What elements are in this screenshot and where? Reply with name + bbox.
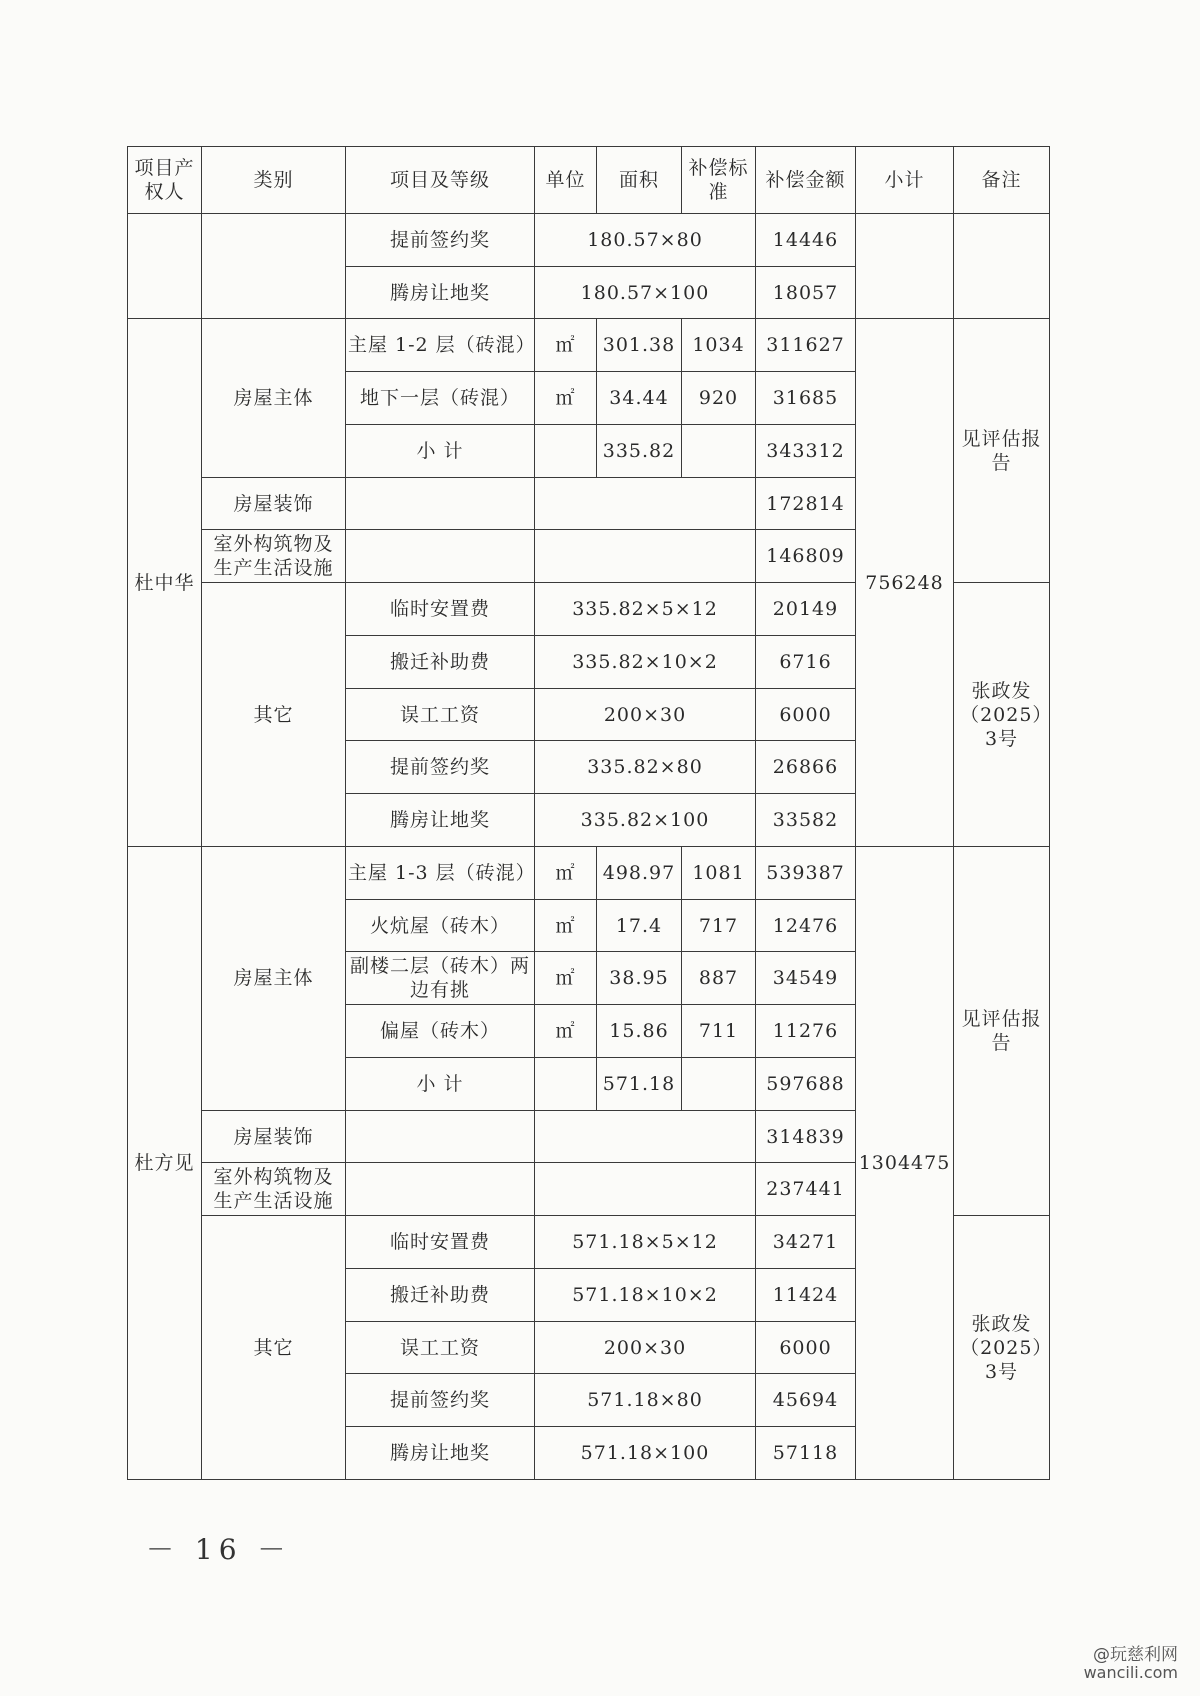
amount-cell: 6716 [756,635,856,688]
amount-cell: 146809 [756,530,856,583]
item-cell: 偏屋（砖木） [346,1005,535,1058]
area-cell: 335.82 [597,424,682,477]
amount-cell: 26866 [756,741,856,794]
header-cell: 面积 [597,147,682,214]
unit-cell: ㎡ [535,952,597,1005]
category-cell: 室外构筑物及生产生活设施 [202,1163,346,1216]
header-cell: 备注 [954,147,1050,214]
formula-cell: 571.18×80 [535,1374,756,1427]
rate-cell: 1081 [682,846,756,899]
rate-cell-empty [682,1057,756,1110]
item-cell: 搬迁补助费 [346,635,535,688]
unit-cell: ㎡ [535,899,597,952]
item-cell: 主屋 1-2 层（砖混） [346,319,535,372]
amount-cell: 34271 [756,1216,856,1269]
amount-cell: 11424 [756,1268,856,1321]
rate-cell: 711 [682,1005,756,1058]
unit-cell: ㎡ [535,1005,597,1058]
amount-cell: 34549 [756,952,856,1005]
formula-cell: 335.82×100 [535,794,756,847]
formula-cell: 335.82×80 [535,741,756,794]
amount-cell: 237441 [756,1163,856,1216]
area-cell: 571.18 [597,1057,682,1110]
area-cell: 38.95 [597,952,682,1005]
formula-cell: 200×30 [535,688,756,741]
category-cell: 房屋主体 [202,319,346,477]
item-cell: 火炕屋（砖木） [346,899,535,952]
amount-cell: 6000 [756,1321,856,1374]
item-cell: 误工工资 [346,1321,535,1374]
amount-cell: 172814 [756,477,856,530]
item-cell: 提前签约奖 [346,741,535,794]
amount-cell: 314839 [756,1110,856,1163]
table-row [128,213,1050,266]
item-cell: 搬迁补助费 [346,1268,535,1321]
amount-cell: 45694 [756,1374,856,1427]
rate-cell: 717 [682,899,756,952]
subtotal-cell-empty [856,213,954,319]
item-cell: 误工工资 [346,688,535,741]
subtotal-cell: 1304475 [856,846,954,1479]
amount-cell: 57118 [756,1427,856,1480]
amount-cell: 597688 [756,1057,856,1110]
unit-cell-empty [535,1057,597,1110]
page-number: － 16 － [146,1533,292,1566]
rate-cell-empty [682,424,756,477]
subtotal-cell: 756248 [856,319,954,847]
note-doc-cell: 张政发（2025）3号 [954,1216,1050,1480]
amount-cell: 539387 [756,846,856,899]
sub-label-cell: 小 计 [346,1057,535,1110]
header-cell: 类别 [202,147,346,214]
item-cell: 地下一层（砖混） [346,372,535,425]
category-cell: 房屋装饰 [202,477,346,530]
area-cell: 15.86 [597,1005,682,1058]
formula-cell-empty [535,1163,756,1216]
formula-cell-empty [535,530,756,583]
watermark-domain: wancili.com [1083,1663,1178,1682]
item-cell: 副楼二层（砖木）两边有挑 [346,952,535,1005]
note-eval-cell: 见评估报告 [954,319,1050,583]
area-cell: 498.97 [597,846,682,899]
item-cell-empty [346,1110,535,1163]
item-cell: 临时安置费 [346,1216,535,1269]
header-cell: 单位 [535,147,597,214]
note-eval-cell: 见评估报告 [954,846,1050,1215]
table-row [128,846,1050,899]
formula-cell-empty [535,1110,756,1163]
amount-cell: 20149 [756,583,856,636]
formula-cell: 571.18×10×2 [535,1268,756,1321]
amount-cell: 14446 [756,213,856,266]
amount-cell: 18057 [756,266,856,319]
compensation-table [127,146,1050,1480]
note-cell-empty [954,213,1050,319]
owner-name-cell: 杜中华 [128,319,202,847]
formula-cell: 335.82×10×2 [535,635,756,688]
note-doc-cell: 张政发（2025）3号 [954,583,1050,847]
item-cell: 腾房让地奖 [346,794,535,847]
item-cell: 提前签约奖 [346,1374,535,1427]
amount-cell: 31685 [756,372,856,425]
item-cell: 主屋 1-3 层（砖混） [346,846,535,899]
formula-cell: 335.82×5×12 [535,583,756,636]
rate-cell: 1034 [682,319,756,372]
category-cell: 室外构筑物及生产生活设施 [202,530,346,583]
category-cell-empty [202,213,346,319]
header-cell: 项目及等级 [346,147,535,214]
unit-cell: ㎡ [535,846,597,899]
header-row [128,147,1050,214]
amount-cell: 33582 [756,794,856,847]
sub-label-cell: 小 计 [346,424,535,477]
amount-cell: 12476 [756,899,856,952]
item-cell: 临时安置费 [346,583,535,636]
amount-cell: 343312 [756,424,856,477]
owner-cell-empty [128,213,202,319]
header-cell: 补偿金额 [756,147,856,214]
header-cell: 项目产权人 [128,147,202,214]
watermark-text: @玩慈利网 [1093,1645,1178,1665]
category-cell: 房屋主体 [202,846,346,1110]
formula-cell: 180.57×80 [535,213,756,266]
item-cell-empty [346,477,535,530]
amount-cell: 11276 [756,1005,856,1058]
item-cell: 腾房让地奖 [346,266,535,319]
amount-cell: 311627 [756,319,856,372]
item-cell: 提前签约奖 [346,213,535,266]
unit-cell: ㎡ [535,372,597,425]
area-cell: 17.4 [597,899,682,952]
formula-cell: 180.57×100 [535,266,756,319]
category-cell: 房屋装饰 [202,1110,346,1163]
area-cell: 301.38 [597,319,682,372]
header-cell: 小计 [856,147,954,214]
item-cell: 腾房让地奖 [346,1427,535,1480]
area-cell: 34.44 [597,372,682,425]
item-cell-empty [346,1163,535,1216]
unit-cell-empty [535,424,597,477]
formula-cell: 571.18×100 [535,1427,756,1480]
unit-cell: ㎡ [535,319,597,372]
category-cell: 其它 [202,583,346,847]
rate-cell: 887 [682,952,756,1005]
formula-cell-empty [535,477,756,530]
formula-cell: 571.18×5×12 [535,1216,756,1269]
category-cell: 其它 [202,1216,346,1480]
formula-cell: 200×30 [535,1321,756,1374]
rate-cell: 920 [682,372,756,425]
header-cell: 补偿标准 [682,147,756,214]
table-row [128,319,1050,372]
amount-cell: 6000 [756,688,856,741]
item-cell-empty [346,530,535,583]
owner-name-cell: 杜方见 [128,846,202,1479]
